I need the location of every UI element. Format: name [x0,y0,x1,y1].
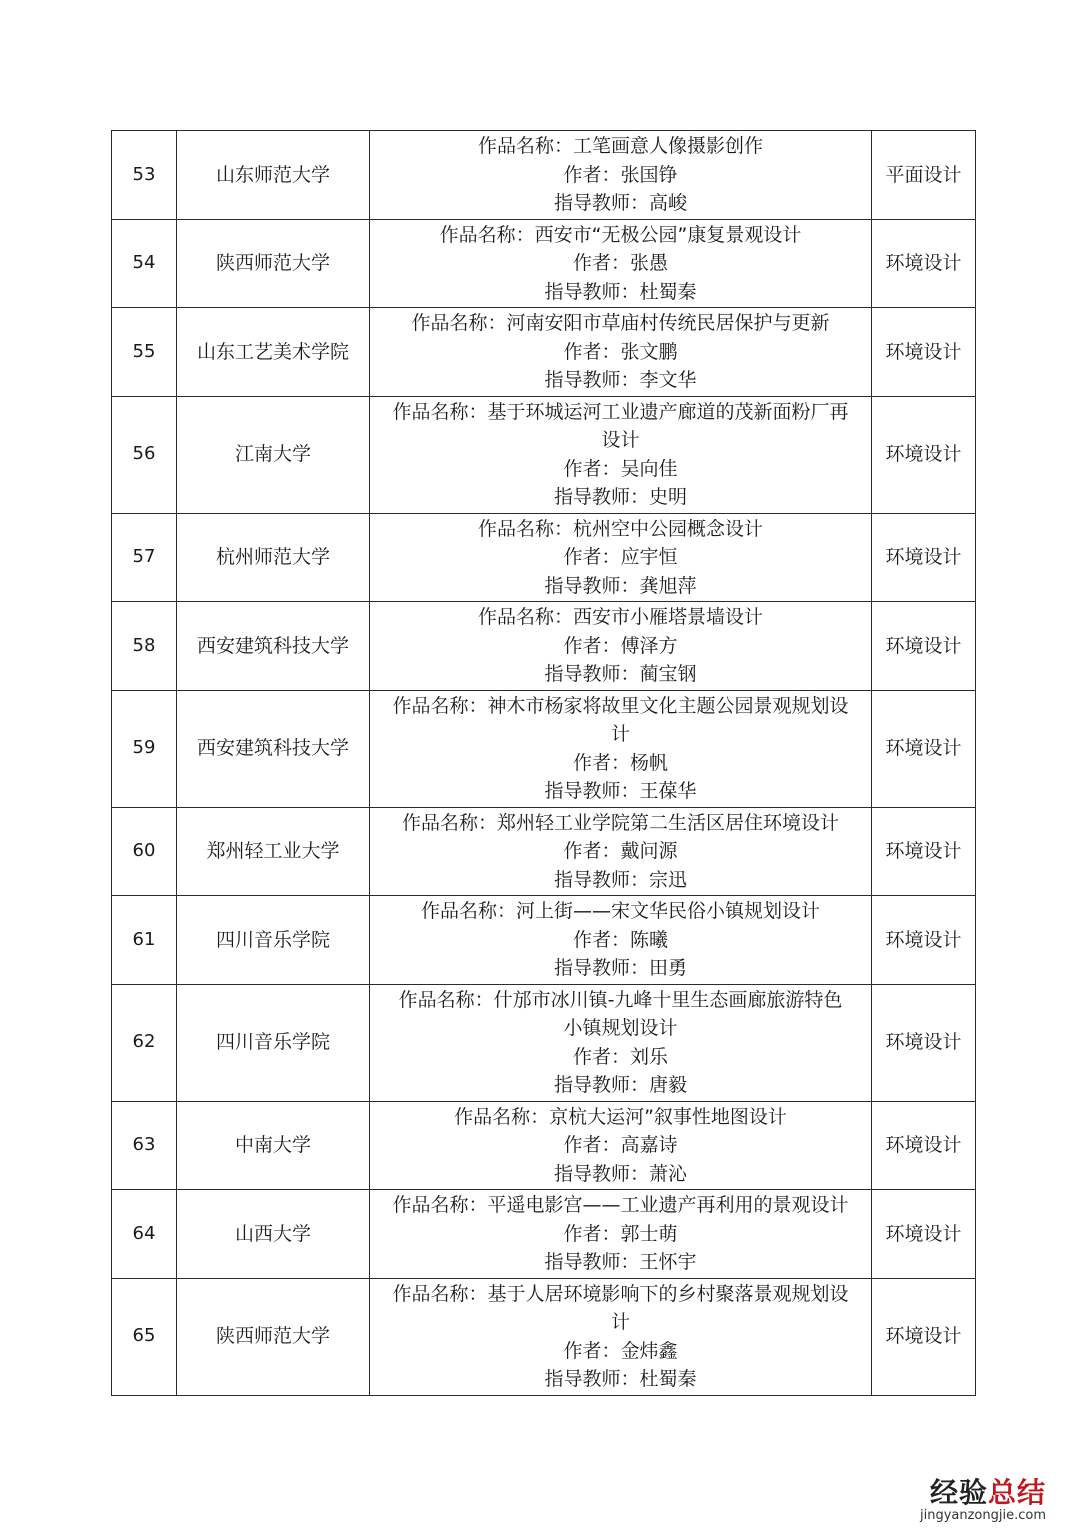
row-number: 54 [112,219,177,308]
work-title-line: 作品名称：工笔画意人像摄影创作 [477,135,763,157]
site-watermark [920,1478,1046,1524]
work-teacher: 指导教师：王葆华 [544,780,697,802]
work-details [370,131,872,220]
work-details [370,1190,872,1279]
work-author: 作者：张文鹏 [563,340,678,363]
work-teacher: 指导教师：蔺宝钢 [544,663,697,685]
work-author: 作者：郭士萌 [563,1222,678,1245]
work-teacher: 指导教师：唐毅 [553,1074,687,1096]
award-list-body [112,131,976,1396]
school-name: 陕西师范大学 [177,219,370,308]
work-title-line: 作品名称：西安市小雁塔景墙设计 [477,606,763,628]
school-name: 山东师范大学 [177,131,370,220]
work-teacher: 指导教师：高峻 [553,192,687,214]
category: 环境设计 [872,1278,976,1395]
work-details [370,1278,872,1395]
category: 环境设计 [872,896,976,985]
work-teacher: 指导教师：王怀宇 [544,1251,697,1273]
work-teacher: 指导教师：史明 [553,486,687,508]
work-author: 作者：刘乐 [572,1045,668,1068]
work-teacher: 指导教师：杜蜀秦 [544,280,697,303]
work-details [370,807,872,896]
category: 环境设计 [872,308,976,397]
work-title-line: 作品名称：杭州空中公园概念设计 [477,517,763,540]
category: 环境设计 [872,219,976,308]
category: 环境设计 [872,513,976,602]
table-row [112,984,976,1101]
work-author: 作者：傅泽方 [563,634,678,657]
work-details [370,219,872,308]
work-title-line: 作品名称：西安市“无极公园”康复景观设计 [439,223,802,246]
watermark-title-part2: 总结 [987,1476,1046,1509]
school-name: 郑州轻工业大学 [177,807,370,896]
school-name: 杭州师范大学 [177,513,370,602]
row-number: 61 [112,896,177,985]
row-number: 60 [112,807,177,896]
row-number: 65 [112,1278,177,1395]
work-title-line: 作品名称：河南安阳市草庙村传统民居保护与更新 [411,312,830,334]
row-number: 58 [112,602,177,691]
table-row [112,807,976,896]
work-title-line: 作品名称：基于人居环境影响下的乡村聚落景观规划设 [392,1282,849,1305]
watermark-url: jingyanzongjie.com [919,1508,1046,1523]
work-author: 作者：张国铮 [563,163,678,186]
work-title-line: 计 [610,1311,630,1333]
category: 环境设计 [872,1190,976,1279]
work-details [370,513,872,602]
work-details [370,1101,872,1190]
school-name: 西安建筑科技大学 [177,690,370,807]
work-title-line: 计 [610,723,630,745]
school-name: 山东工艺美术学院 [177,308,370,397]
work-teacher: 指导教师：杜蜀秦 [544,1368,697,1390]
table-row [112,131,976,220]
work-author: 作者：张愚 [572,252,668,274]
work-author: 作者：杨帆 [572,751,668,774]
table-row [112,396,976,513]
work-author: 作者：高嘉诗 [563,1134,678,1156]
work-details [370,690,872,807]
award-list-table [111,130,976,1396]
school-name: 中南大学 [177,1101,370,1190]
row-number: 64 [112,1190,177,1279]
school-name: 山西大学 [177,1190,370,1279]
table-row [112,1190,976,1279]
table-row [112,513,976,602]
work-title-line: 小镇规划设计 [563,1017,678,1039]
table-row [112,1278,976,1395]
work-title-line: 作品名称：京杭大运河”叙事性地图设计 [454,1105,787,1128]
work-teacher: 指导教师：龚旭萍 [544,574,697,597]
table-row [112,308,976,397]
row-number: 53 [112,131,177,220]
table-row [112,219,976,308]
work-title-line: 作品名称：基于环城运河工业遗产廊道的茂新面粉厂再 [392,400,849,423]
work-details [370,602,872,691]
school-name: 四川音乐学院 [177,984,370,1101]
watermark-logo-text [920,1478,1046,1508]
work-author: 作者：戴问源 [563,840,678,862]
work-author: 作者：吴向佳 [563,457,678,480]
watermark-title-part1: 经验 [929,1476,988,1509]
row-number: 62 [112,984,177,1101]
table-row [112,602,976,691]
work-teacher: 指导教师：田勇 [553,957,687,979]
work-teacher: 指导教师：李文华 [544,369,697,391]
row-number: 59 [112,690,177,807]
row-number: 57 [112,513,177,602]
work-author: 作者：金炜鑫 [563,1339,678,1362]
category: 环境设计 [872,1101,976,1190]
work-teacher: 指导教师：萧沁 [553,1162,687,1185]
work-title-line: 作品名称：郑州轻工业学院第二生活区居住环境设计 [401,811,839,834]
work-title-line: 作品名称：什邡市冰川镇-九峰十里生态画廊旅游特色 [398,988,843,1011]
category: 环境设计 [872,984,976,1101]
table-row [112,896,976,985]
school-name: 西安建筑科技大学 [177,602,370,691]
work-details [370,896,872,985]
row-number: 56 [112,396,177,513]
work-details [370,984,872,1101]
category: 环境设计 [872,807,976,896]
work-details [370,308,872,397]
school-name: 陕西师范大学 [177,1278,370,1395]
category: 平面设计 [872,131,976,220]
table-row [112,690,976,807]
row-number: 63 [112,1101,177,1190]
work-title-line: 作品名称：神木市杨家将故里文化主题公园景观规划设 [392,694,849,717]
category: 环境设计 [872,690,976,807]
table-row [112,1101,976,1190]
category: 环境设计 [872,396,976,513]
school-name: 四川音乐学院 [177,896,370,985]
category: 环境设计 [872,602,976,691]
work-title-line: 作品名称：河上街——宋文华民俗小镇规划设计 [420,900,820,922]
work-author: 作者：陈曦 [572,928,668,951]
work-title-line: 设计 [601,429,640,451]
row-number: 55 [112,308,177,397]
school-name: 江南大学 [177,396,370,513]
work-title-line: 作品名称：平遥电影宫——工业遗产再利用的景观设计 [392,1194,849,1216]
work-teacher: 指导教师：宗迅 [553,868,687,891]
work-details [370,396,872,513]
work-author: 作者：应宇恒 [563,546,678,568]
